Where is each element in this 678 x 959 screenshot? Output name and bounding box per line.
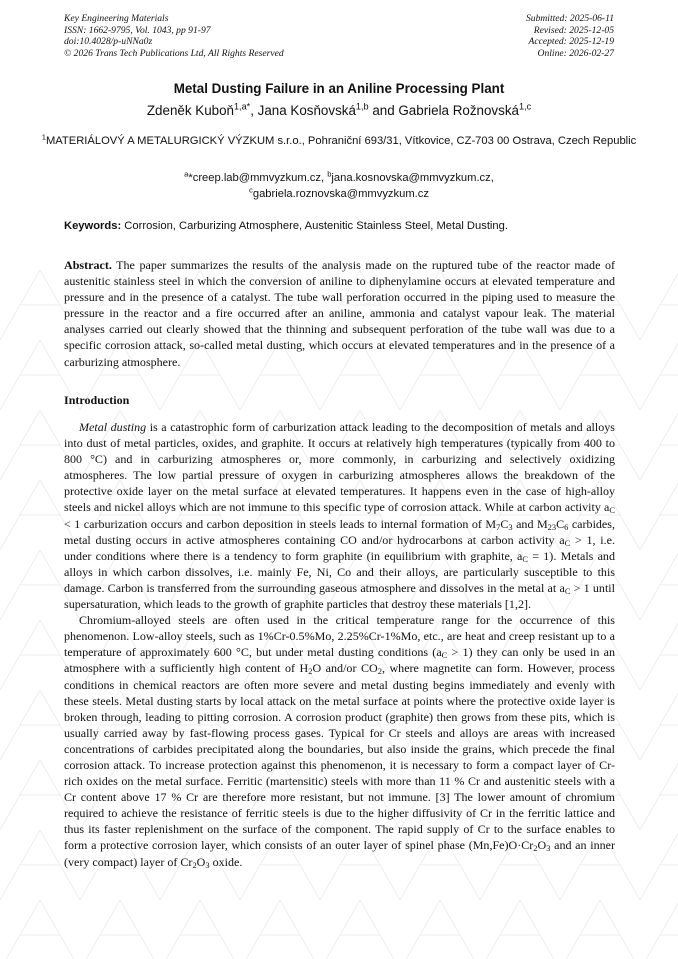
text-run: , where magnetite can form. However, process conditions in chemical reactors are often more severe and metal dusting begins immediately and evenly with these steels. Metal dusting starts by local attack on the metal surface at points where the protective oxide layer is broken through, leading to pitting corrosion. A corrosion product (graphite) then grows from these pits, which is usually carried away by fast-flowing process gases. Typical for Cr steels and alloys are areas with increased concentrations of carbides precipitated along the boundaries, but also inside the grains, which precede the final corrosion attack. To increase protection against this phenomenon, it is necessary to form a compact layer of Cr-rich oxides on the metal surface. Ferritic (martensitic) steels with more than 11 % Cr and austenitic steels with a Cr content above 17 % Cr are therefore more resistant, but not immune. [3] The lower amount of chromium required to achieve the resistance of ferritic steels is due to the higher diffusivity of Cr in the ferritic lattice and thus its faster replenishment on the surface of the component. The rapid supply of Cr to the surface enables to form a protective corrosion layer, which consists of an outer layer of spinel phase (Mn,Fe)O·Cr <box>64 661 615 853</box>
subscript: 2 <box>308 666 313 677</box>
subscript: 6 <box>564 521 569 532</box>
italic-term: Metal dusting <box>79 420 147 434</box>
email-address: gabriela.roznovska@mmvyzkum.cz <box>252 188 429 200</box>
author-affiliation-mark: 1,a* <box>233 101 251 112</box>
introduction-body <box>64 419 615 870</box>
journal-header-right <box>526 13 614 59</box>
subscript: C <box>522 553 529 564</box>
abstract-label: Abstract. <box>64 258 112 272</box>
email-address: *creep.lab@mmvyzkum.cz, <box>188 172 328 184</box>
text-run: = 1). Metals and alloys in which carbon dissolves, i.e. mainly Fe, Ni, Co and their alloys, are particularly susceptible to this damage. Carbon is transferred from the surrounding gaseous atmosphere and dissolves in the metal at a <box>64 548 615 595</box>
author-name: Zdeněk Kuboň <box>146 103 234 118</box>
text-run: > 1, i.e. under conditions where there is a tendency to form graphite (in equilibrium with graphite, a <box>64 532 615 563</box>
subscript: C <box>564 586 571 597</box>
online-date: Online: 2026-02-27 <box>537 47 614 59</box>
author-separator: and <box>368 103 399 118</box>
doi: doi:10.4028/p-uNNa0z <box>64 36 153 47</box>
keywords-text: Corrosion, Carburizing Atmosphere, Austenitic Stainless Steel, Metal Dusting. <box>121 220 508 232</box>
abstract-text: The paper summarizes the results of the analysis made on the ruptured tube of the reactor made of austenitic stainless steel in which the conversion of aniline to diphenylamine occurs at elevated temperature and pressure and in the presence of a catalyst. The tube wall perforation occurred in the piping used to measure the pressure in the reactor and a fire occurred after an aniline, ammonia and catalyst vapour leak. The material analyses carried out clearly showed that the thinning and subsequent perforation of the tube wall was due to a specific corrosion attack, so-called metal dusting, which occurs at elevated temperatures and in the presence of a carburizing atmosphere. <box>64 258 615 369</box>
journal-header-left <box>64 13 284 59</box>
email-mark: b <box>327 169 332 179</box>
email-address: jana.kosnovska@mmvyzkum.cz, <box>331 172 494 184</box>
text-run: O and/or CO <box>312 661 378 676</box>
keywords <box>64 220 624 232</box>
text-run: > 1) they can only be used in an atmosphere with a sufficiently high content of H <box>64 645 615 676</box>
subscript: 2 <box>192 859 197 870</box>
text-run: is a catastrophic form of carburization attack leading to the decomposition of metals and alloys into dust of metal particles, oxides, and graphite. It occurs at relatively high temperatures (typically from 400 to 800 °C) and in carburizing atmospheres or, more commonly, in carburizing and selectively oxidizing atmospheres. The low partial pressure of oxygen in carburizing atmospheres allows the breakdown of the protective oxide layer on the metal surface at elevated temperatures. It happens even in the case of high-alloy steels and nickel alloys which are not immune to this specific type of corrosion attack. While at carbon activity a <box>64 420 615 515</box>
author-separator: , <box>250 103 258 118</box>
journal-name: Key Engineering Materials <box>64 13 169 24</box>
issn-volume: ISSN: 1662-9795, Vol. 1043, pp 91-97 <box>64 24 211 36</box>
text-run: and an inner (very compact) layer of Cr <box>64 838 615 869</box>
subscript: C <box>564 537 571 548</box>
text-run: oxide. <box>209 854 243 869</box>
keywords-label: Keywords: <box>64 220 122 232</box>
subscript: 2 <box>377 666 382 677</box>
text-run: Chromium-alloyed steels are often used in the critical temperature range for the occurrence of this phenomenon. Low-alloy steels, such as 1%Cr-0.5%Mo, 2.25%Cr-1%Mo, etc., are heat and creep resistant up to a temperature of approximately 600 °C, but under metal dusting conditions (a <box>64 613 615 660</box>
subscript: 7 <box>496 521 501 532</box>
text-run: O <box>196 854 206 869</box>
subscript: 3 <box>508 521 513 532</box>
affiliation <box>40 133 638 150</box>
subscript: 3 <box>205 859 210 870</box>
subscript: C <box>609 505 615 516</box>
author-name: Gabriela Rožnovská <box>398 103 519 118</box>
text-run: and M <box>512 516 548 531</box>
author-list <box>40 103 638 118</box>
paper-title: Metal Dusting Failure in an Aniline Processing Plant <box>173 81 505 96</box>
email-mark: a <box>184 169 189 179</box>
author-emails <box>40 170 638 202</box>
text-run: C <box>500 516 509 531</box>
author-name: Jana Kosňovská <box>257 103 356 118</box>
intro-paragraph-1 <box>64 419 615 612</box>
text-run: O <box>537 838 547 853</box>
author-affiliation-mark: 1,c <box>518 101 532 112</box>
affiliation-mark: 1 <box>41 132 46 142</box>
copyright: © 2026 Trans Tech Publications Ltd, All Rights Reserved <box>64 47 284 59</box>
subscript: 3 <box>546 843 551 854</box>
affiliation-text: MATERIÁLOVÝ A METALURGICKÝ VÝZKUM s.r.o., Pohraniční 693/31, Vítkovice, CZ-703 00 Ostrava, Czech Republic <box>45 135 637 147</box>
revised-date: Revised: 2025-12-05 <box>533 24 614 36</box>
subscript: 23 <box>547 521 557 532</box>
abstract <box>64 257 615 370</box>
text-run: C <box>556 516 565 531</box>
email-mark: c <box>249 185 253 195</box>
text-run: carbides, metal dusting occurs in active atmospheres containing CO and/or hydrocarbons at carbon activity a <box>64 516 615 547</box>
text-run: > 1 until supersaturation, which leads to the growth of graphite particles that destroy these materials [1,2]. <box>64 580 615 612</box>
subscript: 2 <box>533 843 538 854</box>
text-run: < 1 carburization occurs and carbon deposition in steels leads to internal formation of M <box>64 516 497 531</box>
section-heading-introduction: Introduction <box>64 393 130 407</box>
author-affiliation-mark: 1,b <box>355 101 369 112</box>
accepted-date: Accepted: 2025-12-19 <box>528 36 614 47</box>
intro-paragraph-2 <box>64 612 615 870</box>
submitted-date: Submitted: 2025-06-11 <box>525 13 614 24</box>
subscript: C <box>441 650 448 661</box>
